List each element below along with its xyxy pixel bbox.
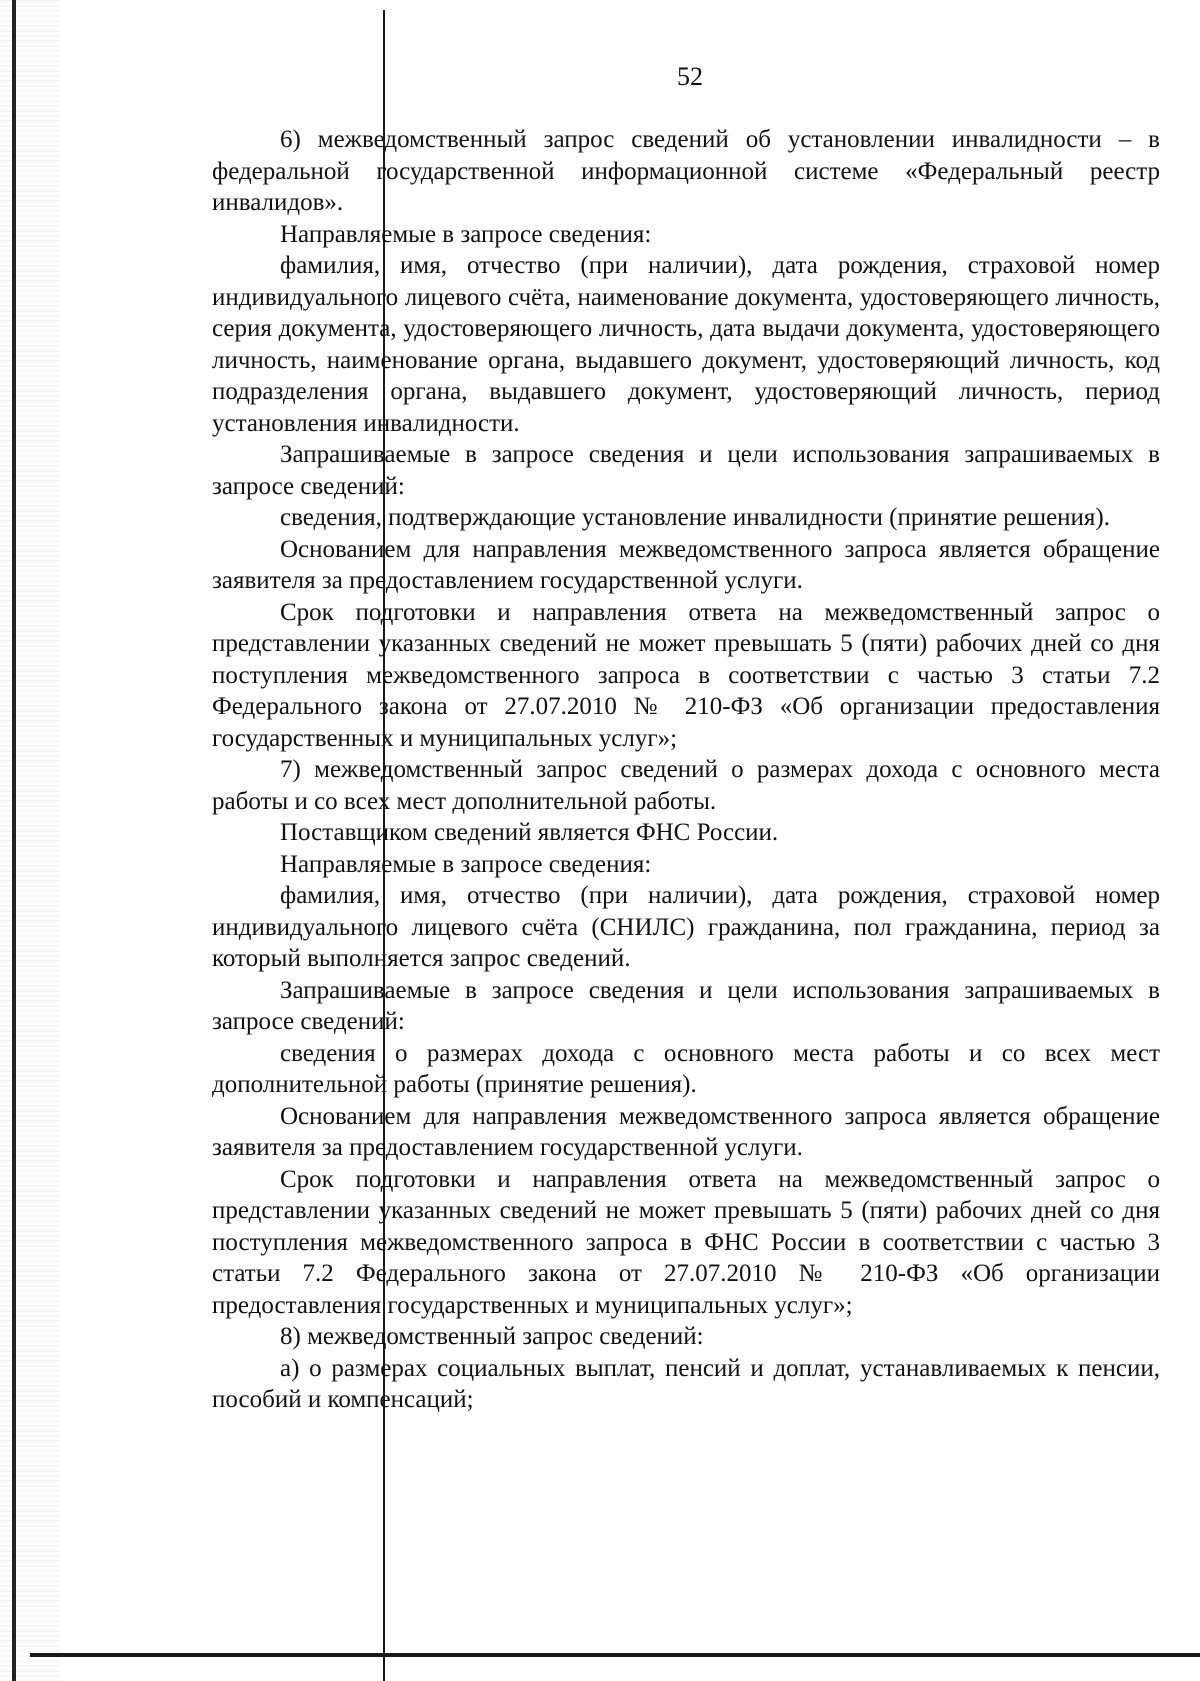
paragraph: 6) межведомственный запрос сведений об установлении инвалидности – в федеральной государственной информационной системе «Федеральный реестр инвалидов».	[212, 126, 1160, 216]
paragraph: фамилия, имя, отчество (при наличии), дата рождения, страховой номер индивидуального лицевого счёта, наименование документа, удостоверяющего личность, серия документа, удостоверяющего личность, дата выдачи документа, удостоверяющего личность, наименование органа, выдавшего документ, удостоверяющий личность, код подразделения органа, выдавшего документ, удостоверяющий личность, период установления инвалидности.	[212, 252, 1160, 437]
paragraph: Направляемые в запросе сведения:	[280, 220, 652, 248]
paragraph: Основанием для направления межведомственного запроса является обращение заявителя за предоставлением государственной услуги.	[212, 1102, 1160, 1161]
scan-bottom-edge	[30, 1653, 1200, 1657]
paragraph: сведения, подтверждающие установление инвалидности (принятие решения).	[280, 504, 1111, 531]
paragraph: Запрашиваемые в запросе сведения и цели использования запрашиваемых в запросе сведений:	[212, 976, 1160, 1035]
page-number: 52	[677, 62, 703, 91]
paragraph: Срок подготовки и направления ответа на межведомственный запрос о представлении указанных сведений не может превышать 5 (пяти) рабочих дней со дня поступления межведомственного запроса в соответствии с частью 3 статьи 7.2 Федерального закона от 27.07.2010 № 210-ФЗ «Об организации предоставления государственных и муниципальных услуг»;	[212, 598, 1160, 752]
paragraph: Срок подготовки и направления ответа на межведомственный запрос о представлении указанных сведений не может превышать 5 (пяти) рабочих дней со дня поступления межведомственного запроса в ФНС России в соответствии с частью 3 статьи 7.2 Федерального закона от 27.07.2010 № 210-ФЗ «Об организации предоставления государственных и муниципальных услуг»;	[212, 1165, 1160, 1319]
document-body	[212, 124, 1160, 1416]
paragraph: 8) межведомственный запрос сведений:	[280, 1323, 704, 1350]
paragraph: 7) межведомственный запрос сведений о размерах дохода с основного места работы и со всех мест дополнительной работы.	[212, 756, 1160, 815]
scan-left-edge	[12, 0, 16, 1681]
paragraph: Поставщиком сведений является ФНС России.	[280, 819, 779, 846]
paragraph: фамилия, имя, отчество (при наличии), дата рождения, страховой номер индивидуального лицевого счёта (СНИЛС) гражданина, пол гражданина, период за который выполняется запрос сведений.	[212, 882, 1160, 972]
paragraph: Направляемые в запросе сведения:	[280, 850, 652, 878]
paragraph: Основанием для направления межведомственного запроса является обращение заявителя за предоставлением государственной услуги.	[212, 535, 1160, 594]
scan-grain	[0, 0, 60, 1681]
paragraph: Запрашиваемые в запросе сведения и цели использования запрашиваемых в запросе сведений:	[212, 441, 1160, 500]
paragraph: а) о размерах социальных выплат, пенсий и доплат, устанавливаемых к пенсии, пособий и компенсаций;	[212, 1354, 1160, 1413]
paragraph: сведения о размерах дохода с основного места работы и со всех мест дополнительной работы (принятие решения).	[212, 1039, 1160, 1098]
